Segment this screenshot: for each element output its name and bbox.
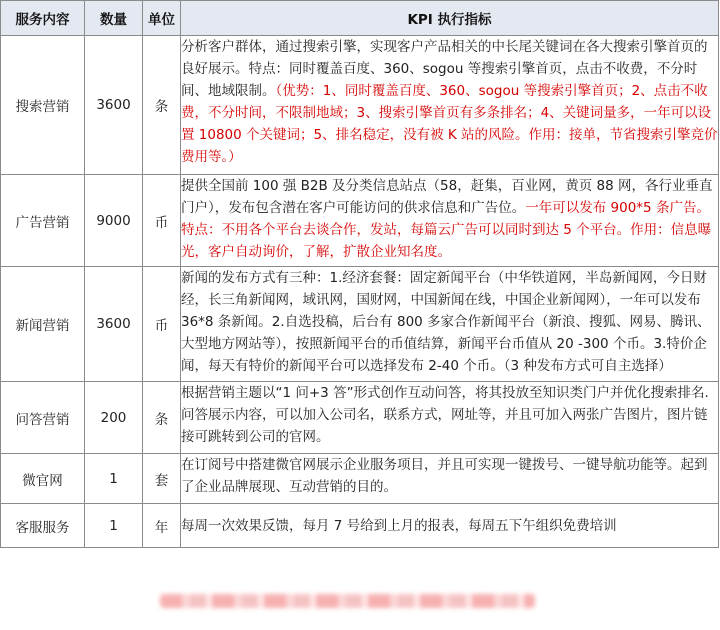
unit: 币 [143,267,181,382]
kpi-highlight: （优势：1、同时覆盖百度、360、sogou 等搜索引擎首页；2、点击不收费，不分时间，不限制地域；3、搜索引擎首页有多条排名；4、关键词量多，一年可以设置 10800 个关键词；5、排名稳定，没有被 K 站的风险。作用：接单，节省搜索引擎竞价费用等。） [181,83,718,165]
service-name: 新闻营销 [1,267,85,382]
header-unit: 单位 [143,1,181,36]
quantity: 1 [85,504,143,548]
kpi-description [181,36,719,175]
unit: 年 [143,504,181,548]
table-row [1,267,719,382]
kpi-description [181,175,719,267]
kpi-description: 在订阅号中搭建微官网展示企业服务项目，并且可实现一键拨号、一键导航功能等。起到了企业品牌展现、互动营销的目的。 [181,454,719,504]
header-kpi: KPI 执行指标 [181,1,719,36]
kpi-description: 每周一次效果反馈，每月 7 号给到上月的报表，每周五下午组织免费培训 [181,504,719,548]
service-name: 广告营销 [1,175,85,267]
service-name: 微官网 [1,454,85,504]
quantity: 3600 [85,267,143,382]
quantity: 9000 [85,175,143,267]
service-name: 搜索营销 [1,36,85,175]
quantity: 1 [85,454,143,504]
unit: 币 [143,175,181,267]
kpi-description: 新闻的发布方式有三种：1.经济套餐：固定新闻平台（中华铁道网，半岛新闻网，今日财经，长三角新闻网，域讯网，国财网，中国新闻在线，中国企业新闻网），一年可以发布 36*8 条新闻。2.自选投稿，后台有 800 多家合作新闻平台（新浪、搜狐、网易、腾讯、大型地方网站等），按照新闻平台的币值结算，新闻平台币值从 20 -300 个币。3.特价企闻，每天有特价的新闻平台可以选择发布 2-40 个币。（3 种发布方式可自主选择） [181,267,719,382]
kpi-description: 根据营销主题以“1 问+3 答”形式创作互动问答，将其投放至知识类门户并优化搜索排名. 问答展示内容，可以加入公司名，联系方式，网址等，并且可加入两张广告图片，图片链接可跳转到公司的官网。 [181,382,719,454]
quantity: 200 [85,382,143,454]
kpi-text: 提供全国前 100 强 B2B 及分类信息站点（58，赶集，百业网，黄页 88 网，各行业垂直门户），发布包含潜在客户可能访问的供求信息和广告位。 [181,178,713,216]
unit: 套 [143,454,181,504]
table-row [1,454,719,504]
blurred-watermark [160,594,535,608]
service-name: 问答营销 [1,382,85,454]
service-name: 客服服务 [1,504,85,548]
unit: 条 [143,36,181,175]
header-quantity: 数量 [85,1,143,36]
kpi-text: 分析客户群体，通过搜索引擎，实现客户产品相关的中长尾关键词在各大搜索引擎首页的良好展示。特点：同时覆盖百度、360、sogou 等搜索引擎首页，点击不收费，不分时间、地域限制。 [181,39,708,99]
table-row [1,382,719,454]
unit: 条 [143,382,181,454]
kpi-highlight: 一年可以发布 900*5 条广告。特点：不用各个平台去谈合作，发站，每篇云广告可以同时到达 5 个平台。作用：信息曝光，客户自动询价，了解，扩散企业知名度。 [181,200,712,260]
header-row [1,1,719,36]
table-row [1,175,719,267]
header-service: 服务内容 [1,1,85,36]
quantity: 3600 [85,36,143,175]
table-row [1,504,719,548]
table-row [1,36,719,175]
